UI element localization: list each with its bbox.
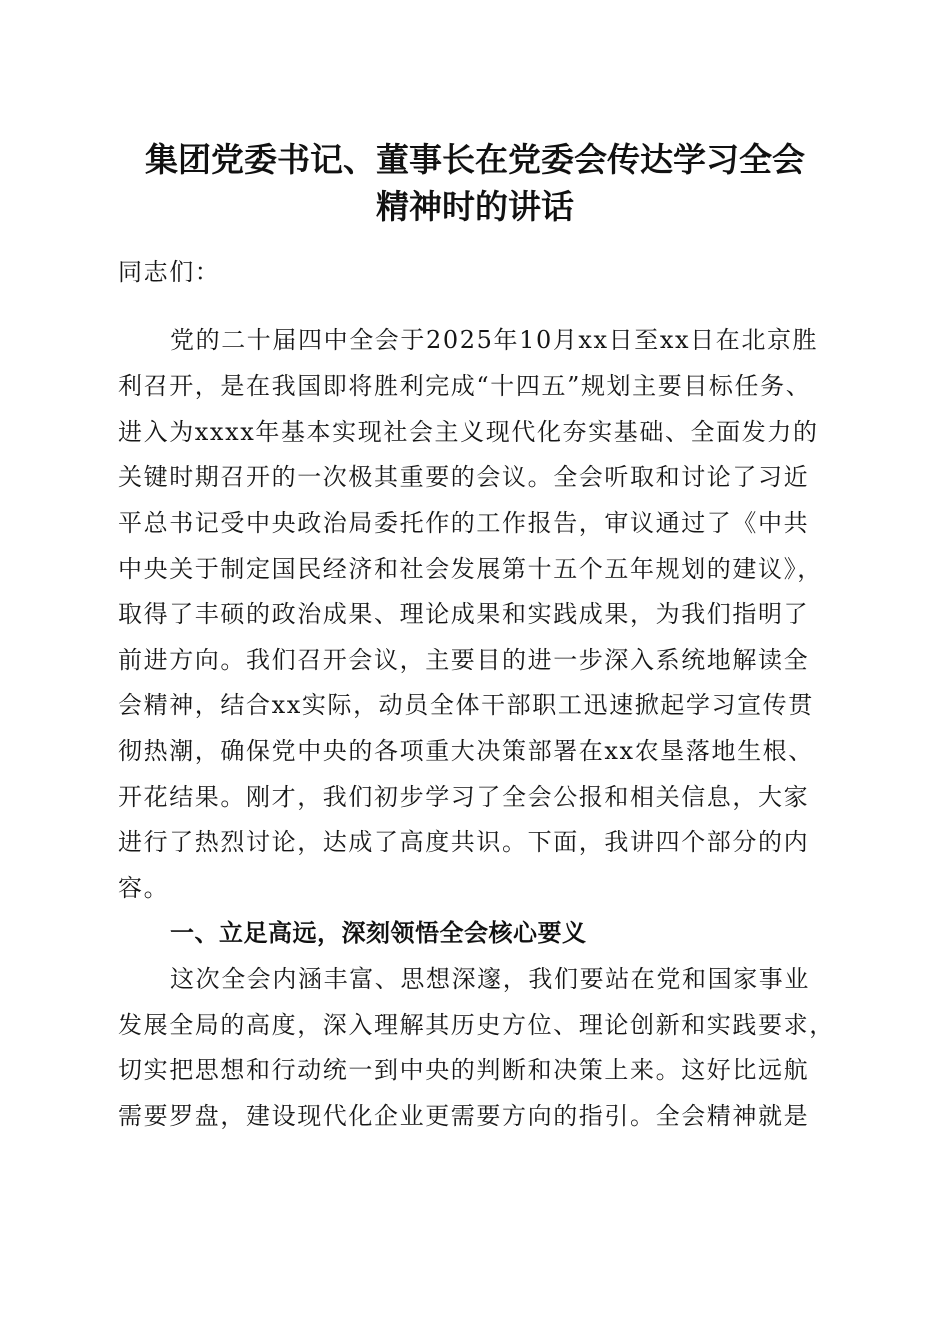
paragraph-2-line: 切实把思想和行动统一到中央的判断和决策上来。这好比远航 [118,1056,810,1084]
paragraph-1-line: 前进方向。我们召开会议，主要目的进一步深入系统地解读全 [118,646,810,674]
paragraph-1-line: 进行了热烈讨论，达成了高度共识。下面，我讲四个部分的内 [118,828,810,856]
document-title-line-2: 精神时的讲话 [376,187,574,226]
paragraph-2-line: 发展全局的高度，深入理解其历史方位、理论创新和实践要求， [118,1011,835,1039]
paragraph-1-line: 容。 [118,874,170,902]
paragraph-2-line: 需要罗盘，建设现代化企业更需要方向的指引。全会精神就是 [118,1102,810,1130]
paragraph-1-line: 会精神，结合xx实际，动员全体干部职工迅速掀起学习宣传贯 [118,691,814,719]
paragraph-1-line: 利召开，是在我国即将胜利完成“十四五”规划主要目标任务、 [118,372,812,400]
salutation: 同志们： [118,258,221,286]
paragraph-2-line: 这次全会内涵丰富、思想深邃，我们要站在党和国家事业 [170,965,810,993]
paragraph-1-line: 彻热潮，确保党中央的各项重大决策部署在xx农垦落地生根、 [118,737,814,765]
paragraph-1-line: 开花结果。刚才，我们初步学习了全会公报和相关信息，大家 [118,783,810,811]
paragraph-1-line: 取得了丰硕的政治成果、理论成果和实践成果，为我们指明了 [118,600,810,628]
section-1-heading: 一、立足高远，深刻领悟全会核心要义 [170,919,587,947]
paragraph-1-line: 进入为xxxx年基本实现社会主义现代化夯实基础、全面发力的 [118,418,819,446]
paragraph-1-line: 党的二十届四中全会于2025年10月xx日至xx日在北京胜 [170,326,819,354]
paragraph-1-line: 中央关于制定国民经济和社会发展第十五个五年规划的建议》， [118,555,823,583]
paragraph-1-line: 平总书记受中央政治局委托作的工作报告，审议通过了《中共 [118,509,810,537]
paragraph-1-line: 关键时期召开的一次极其重要的会议。全会听取和讨论了习近 [118,463,810,491]
document-title-line-1: 集团党委书记、董事长在党委会传达学习全会 [145,140,805,179]
